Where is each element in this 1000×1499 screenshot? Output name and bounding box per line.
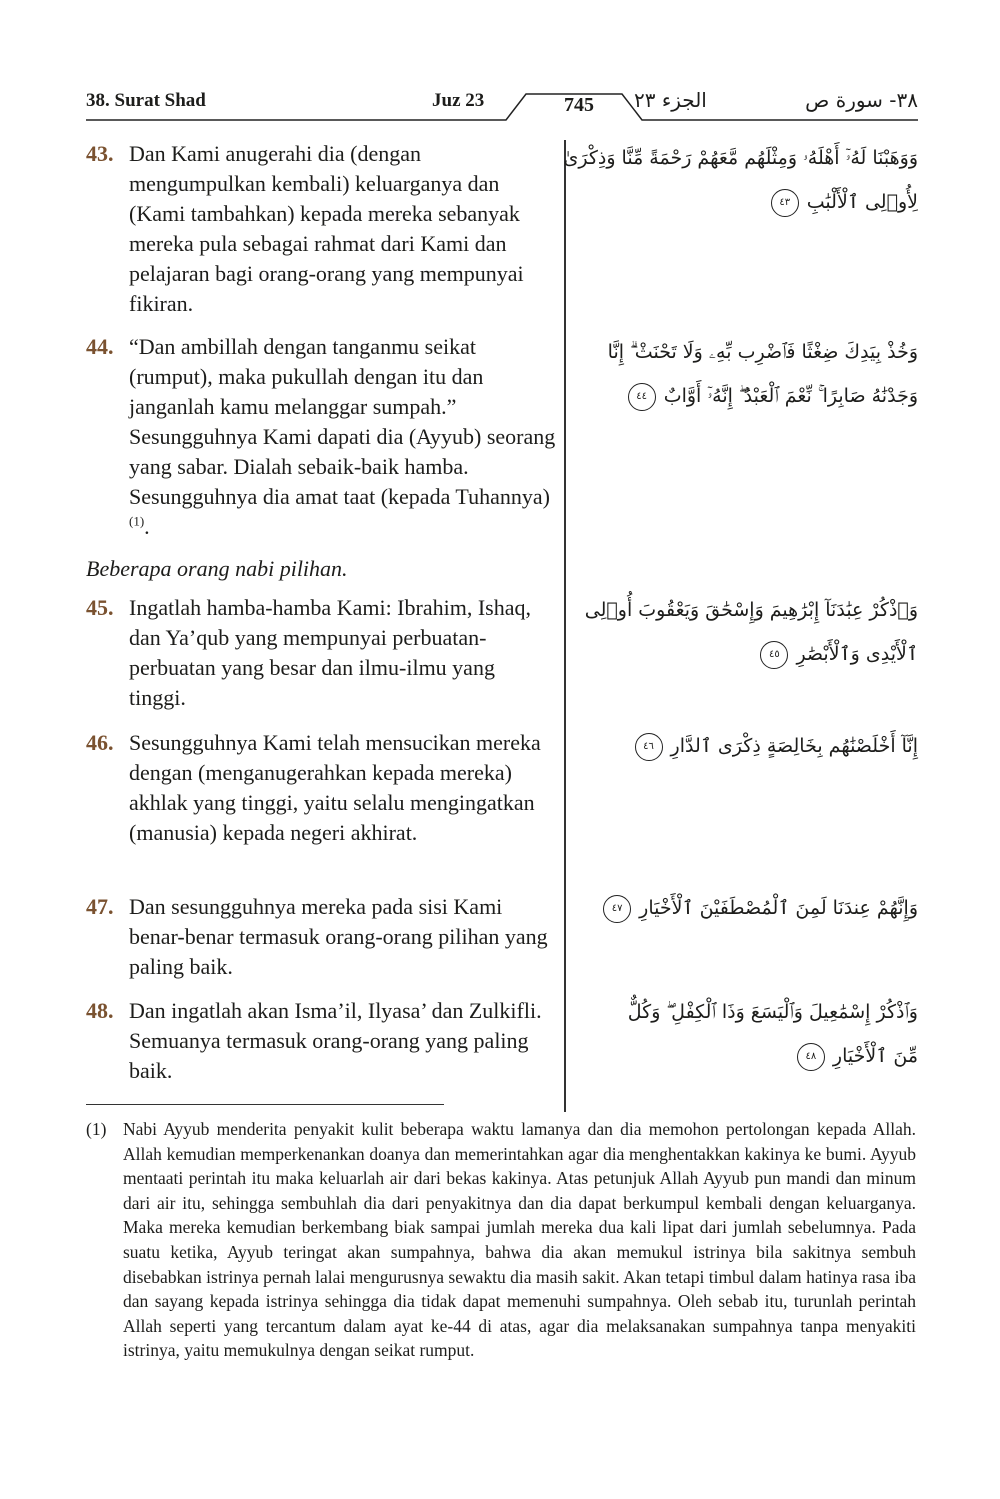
arabic-verse-48 bbox=[590, 990, 918, 1078]
column-divider bbox=[564, 140, 566, 1112]
arabic-line-with-mark: مِّنَ ٱلْأَخْيَارِ ٤٨ bbox=[590, 1034, 918, 1078]
footnote-marker: (1) bbox=[86, 1119, 107, 1139]
verse-number: 45. bbox=[86, 595, 114, 620]
arabic-verse-45 bbox=[584, 588, 918, 676]
arabic-line: وَٱذْكُرْ عِبَٰدَنَآ إِبْرَٰهِيمَ وَإِسْحَٰقَ وَيَعْقُوبَ أُو۟لِى bbox=[584, 599, 918, 621]
footnote bbox=[86, 1117, 916, 1363]
verse-text: “Dan ambillah dengan tanganmu seikat (rumput), maka pukullah dengan itu dan janganlah kamu melanggar sumpah.” Sesungguhnya Kami dapati dia (Ayyub) seorang yang sabar. Dialah sebaik-baik hamba. Sesungguhnya dia amat taat (kepada Tuhannya) bbox=[129, 334, 556, 509]
header-rule bbox=[86, 88, 918, 128]
verse-number: 43. bbox=[86, 141, 114, 166]
arabic-line: وَوَهَبْنَا لَهُۥٓ أَهْلَهُۥ وَمِثْلَهُم مَّعَهُمْ رَحْمَةً مِّنَّا وَذِكْرَىٰ bbox=[563, 147, 918, 169]
verse-text: Ingatlah hamba-hamba Kami: Ibrahim, Ishaq, dan Ya’qub yang mempunyai perbuatan-perbuatan yang besar dan ilmu-ilmu yang tinggi. bbox=[129, 595, 531, 710]
ayah-end-mark: ٤٦ bbox=[635, 733, 663, 761]
footnote-text: Nabi Ayyub menderita penyakit kulit beberapa waktu lamanya dan dia memohon pertolongan kepada Allah. Allah kemudian memperkenankan doanya dan memerintahkan agar dia menghentakkan kakinya ke bumi. Ayyub mentaati perintah itu maka keluarlah air dari bekas kakinya. Atas petunjuk Allah Ayyub pun mandi dan minum dari air itu, sehingga sembuhlah dia dari penyakitnya dan dia dapat berkumpul kembali dengan keluarganya. Maka mereka kemudian berkembang biak sampai jumlah mereka dua kali lipat dari jumlah sebelumnya. Pada suatu ketika, Ayyub teringat akan sumpahnya, bahwa dia akan memukul istrinya bila sakitnya sembuh disebabkan istrinya pernah lalai mengurusnya sewaktu dia masih sakit. Akan tetapi timbul dalam hatinya rasa iba dan sayang kepada istrinya sehingga dia tidak dapat memenuhi sumpahnya. Oleh sebab itu, turunlah perintah Allah seperti yang tercantum dalam ayat ke-44 di atas, agar dia melaksanakan sumpahnya tanpa menyakiti istrinya, yaitu memukulnya dengan seikat rumput. bbox=[123, 1119, 916, 1361]
arabic-surah-title: ٣٨- سورة ص bbox=[805, 88, 918, 112]
section-heading: Beberapa orang nabi pilihan. bbox=[86, 556, 348, 581]
arabic-verse-43 bbox=[563, 136, 918, 224]
page-header bbox=[86, 88, 918, 128]
arabic-juz-label: الجزء ٢٣ bbox=[634, 88, 707, 112]
verse-number: 46. bbox=[86, 730, 114, 755]
page-number: 745 bbox=[564, 94, 594, 116]
verse-number: 47. bbox=[86, 894, 114, 919]
verse-text: Dan Kami anugerahi dia (dengan mengumpulkan kembali) keluarganya dan (Kami tambahkan) kepada mereka sebanyak mereka pula sebagai rahmat dari Kami dan pelajaran bagi orang-orang yang mempunyai fikiran. bbox=[129, 141, 524, 316]
ayah-end-mark: ٤٥ bbox=[760, 641, 788, 669]
surah-title: 38. Surat Shad bbox=[86, 90, 206, 111]
verse-translation-45 bbox=[86, 593, 556, 713]
arabic-verse-47 bbox=[590, 886, 918, 930]
verse-number: 48. bbox=[86, 998, 114, 1023]
arabic-line: وَخُذْ بِيَدِكَ ضِغْثًا فَٱضْرِب بِّهِۦ وَلَا تَحْنَثْ ۗ إِنَّا bbox=[607, 341, 918, 363]
verse-text: Dan sesungguhnya mereka pada sisi Kami benar-benar termasuk orang-orang pilihan yang paling baik. bbox=[129, 894, 548, 979]
arabic-line-with-mark: وَجَدْنَٰهُ صَابِرًا ۚ نِّعْمَ ٱلْعَبْدُ ۖ إِنَّهُۥٓ أَوَّابٌ ٤٤ bbox=[590, 374, 918, 418]
arabic-verse-46 bbox=[590, 724, 918, 768]
ayah-end-mark: ٤٧ bbox=[603, 895, 631, 923]
verse-translation-46 bbox=[86, 728, 556, 848]
verse-translation-47 bbox=[86, 892, 556, 982]
ayah-end-mark: ٤٣ bbox=[771, 189, 799, 217]
verse-translation-44: 44. “Dan ambillah dengan tanganmu seikat (rumput), maka pukullah dengan itu dan janganlah kamu melanggar sumpah.” Sesungguhnya Kami dapati dia (Ayyub) seorang yang sabar. Dialah sebaik-baik hamba. Sesungguhnya dia amat taat (kepada Tuhannya)$^{(1)}$. bbox=[86, 334, 556, 539]
arabic-line: وَٱذْكُرْ إِسْمَٰعِيلَ وَٱلْيَسَعَ وَذَا ٱلْكِفْلِ ۖ وَكُلٌّ bbox=[627, 1001, 918, 1023]
verse-number: 44. bbox=[86, 334, 114, 359]
ayah-end-mark: ٤٨ bbox=[797, 1043, 825, 1071]
footnote-reference[interactable]: (1) bbox=[129, 513, 145, 529]
verse-text: Sesungguhnya Kami telah mensucikan mereka dengan (menganugerahkan kepada mereka) akhlak yang tinggi, yaitu selalu mengingatkan (manusia) kepada negeri akhirat. bbox=[129, 730, 541, 845]
arabic-line-with-mark: لِأُو۟لِى ٱلْأَلْبَٰبِ ٤٣ bbox=[590, 180, 918, 224]
juz-label: Juz 23 bbox=[432, 90, 485, 111]
arabic-line-with-mark: ٱلْأَيْدِى وَٱلْأَبْصَٰرِ ٤٥ bbox=[590, 632, 918, 676]
verse-text: Dan ingatlah akan Isma’il, Ilyasa’ dan Zulkifli. Semuanya termasuk orang-orang yang paling baik. bbox=[129, 998, 542, 1083]
ayah-end-mark: ٤٤ bbox=[628, 383, 656, 411]
arabic-line-with-mark: وَإِنَّهُمْ عِندَنَا لَمِنَ ٱلْمُصْطَفَيْنَ ٱلْأَخْيَارِ ٤٧ bbox=[590, 886, 918, 930]
verse-translation-48 bbox=[86, 996, 556, 1086]
verse-translation-43 bbox=[86, 139, 556, 319]
arabic-verse-44 bbox=[590, 330, 918, 418]
arabic-line-with-mark: إِنَّآ أَخْلَصْنَٰهُم بِخَالِصَةٍ ذِكْرَى ٱلدَّارِ ٤٦ bbox=[590, 724, 918, 768]
footnote-separator bbox=[86, 1104, 444, 1105]
